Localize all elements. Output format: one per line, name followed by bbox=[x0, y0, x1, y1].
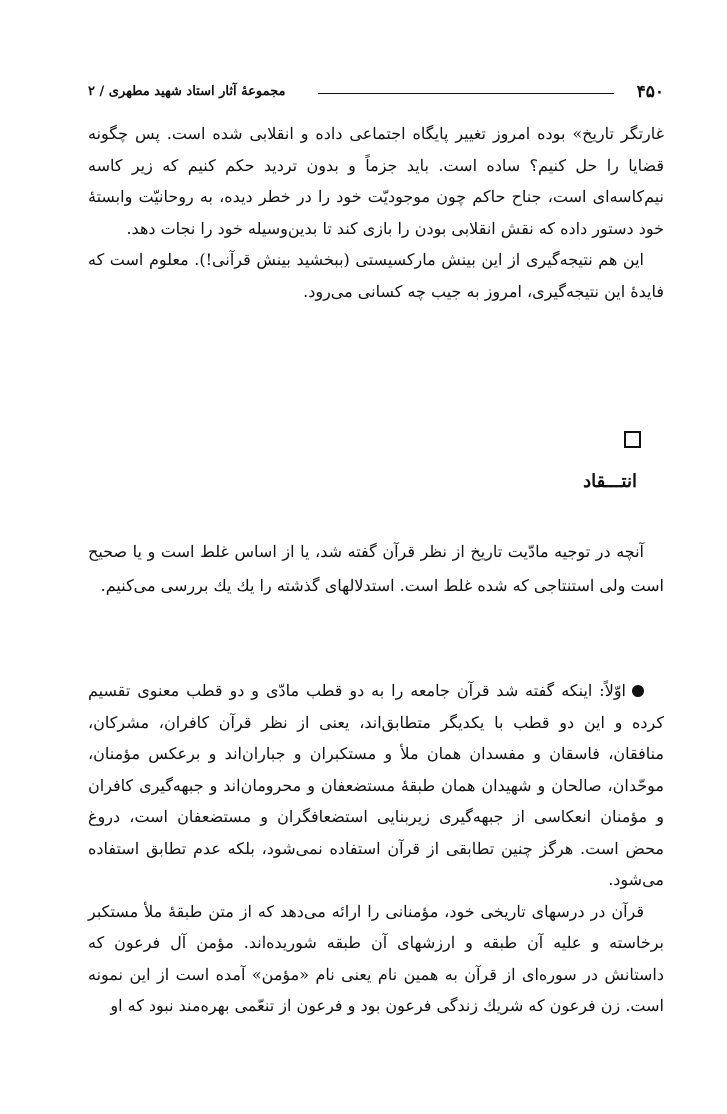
paragraph: غارتگر تاریخ» بوده امروز تغییر پایگاه اجتماعی داده و انقلابی شده است. پس چگونه قضایا را حل کنیم؟ ساده است. باید جزماً و بدون تردید حکم کنیم که زیر کاسه نیم‌کاسه‌ای است، جناح حاکم چون موجودیّت خود را در خطر دیده، به روحانیّت وابستهٔ خود دستور داده که نقش انقلابی بودن را بازی کند تا بدین‌وسیله خود را نجات دهد. bbox=[88, 124, 664, 238]
bottom-text-block bbox=[88, 675, 664, 1022]
page-number: ۴۵۰ bbox=[636, 82, 664, 102]
paragraph: این هم نتیجه‌گیری از این بینش مارکسیستی (ببخشید بینش قرآنی!). معلوم است که فایدهٔ این نتیجه‌گیری، امروز به جیب چه کسانی می‌رود. bbox=[88, 250, 664, 301]
header-rule bbox=[318, 93, 614, 94]
section-heading: انتـــقاد bbox=[583, 471, 637, 492]
paragraph-text: اوّلاً: اینکه گفته شد قرآن جامعه را به دو قطب مادّی و دو قطب معنوی تقسیم کرده و این دو قطب با یکدیگر متطابق‌اند، یعنی از نظر قرآن کافران، مشرکان، منافقان، فاسقان و مفسدان همان ملأ و مستکبران و جباران‌اند و برعکس مؤمنان، موحّدان، صالحان و شهیدان همان طبقهٔ مستضعفان و محرومان‌اند و جبهه‌گیری کافران و مؤمنان انعکاسی از جبهه‌گیری زیربنایی استضعافگران و مستضعفان است، دروغ محض است. هرگز چنین تطابقی از قرآن استفاده نمی‌شود، بلکه عدم تطابق استفاده می‌شود. bbox=[88, 681, 665, 889]
section-separator-square-icon bbox=[624, 431, 641, 448]
paragraph: قرآن در درسهای تاریخی خود، مؤمنانی را ارائه می‌دهد که از متن طبقهٔ ملأ مستکبر برخاسته و علیه آن طبقه و ارزشهای آن طبقه شوریده‌اند. مؤمن آل فرعون که داستانش در سوره‌ای از قرآن به همین نام یعنی نام «مؤمن» آمده است از این نمونه است. زن فرعون که شریك زندگی فرعون بود و فرعون از تنعّمی بهره‌مند نبود که او bbox=[88, 901, 664, 1015]
paragraph: آنچه در توجیه مادّیت تاریخ از نظر قرآن گفته شد، یا از اساس غلط است و یا صحیح است ولی استنتاجی که شده غلط است. استدلالهای گذشته را یك یك بررسی می‌کنیم. bbox=[88, 542, 664, 595]
top-text-block bbox=[88, 118, 664, 307]
section-intro-block bbox=[88, 535, 664, 603]
running-title: مجموعهٔ آثار استاد شهید مطهری / ۲ bbox=[88, 84, 286, 99]
page-header bbox=[88, 80, 664, 104]
bulleted-paragraph bbox=[88, 675, 664, 896]
bullet-icon bbox=[632, 685, 644, 697]
